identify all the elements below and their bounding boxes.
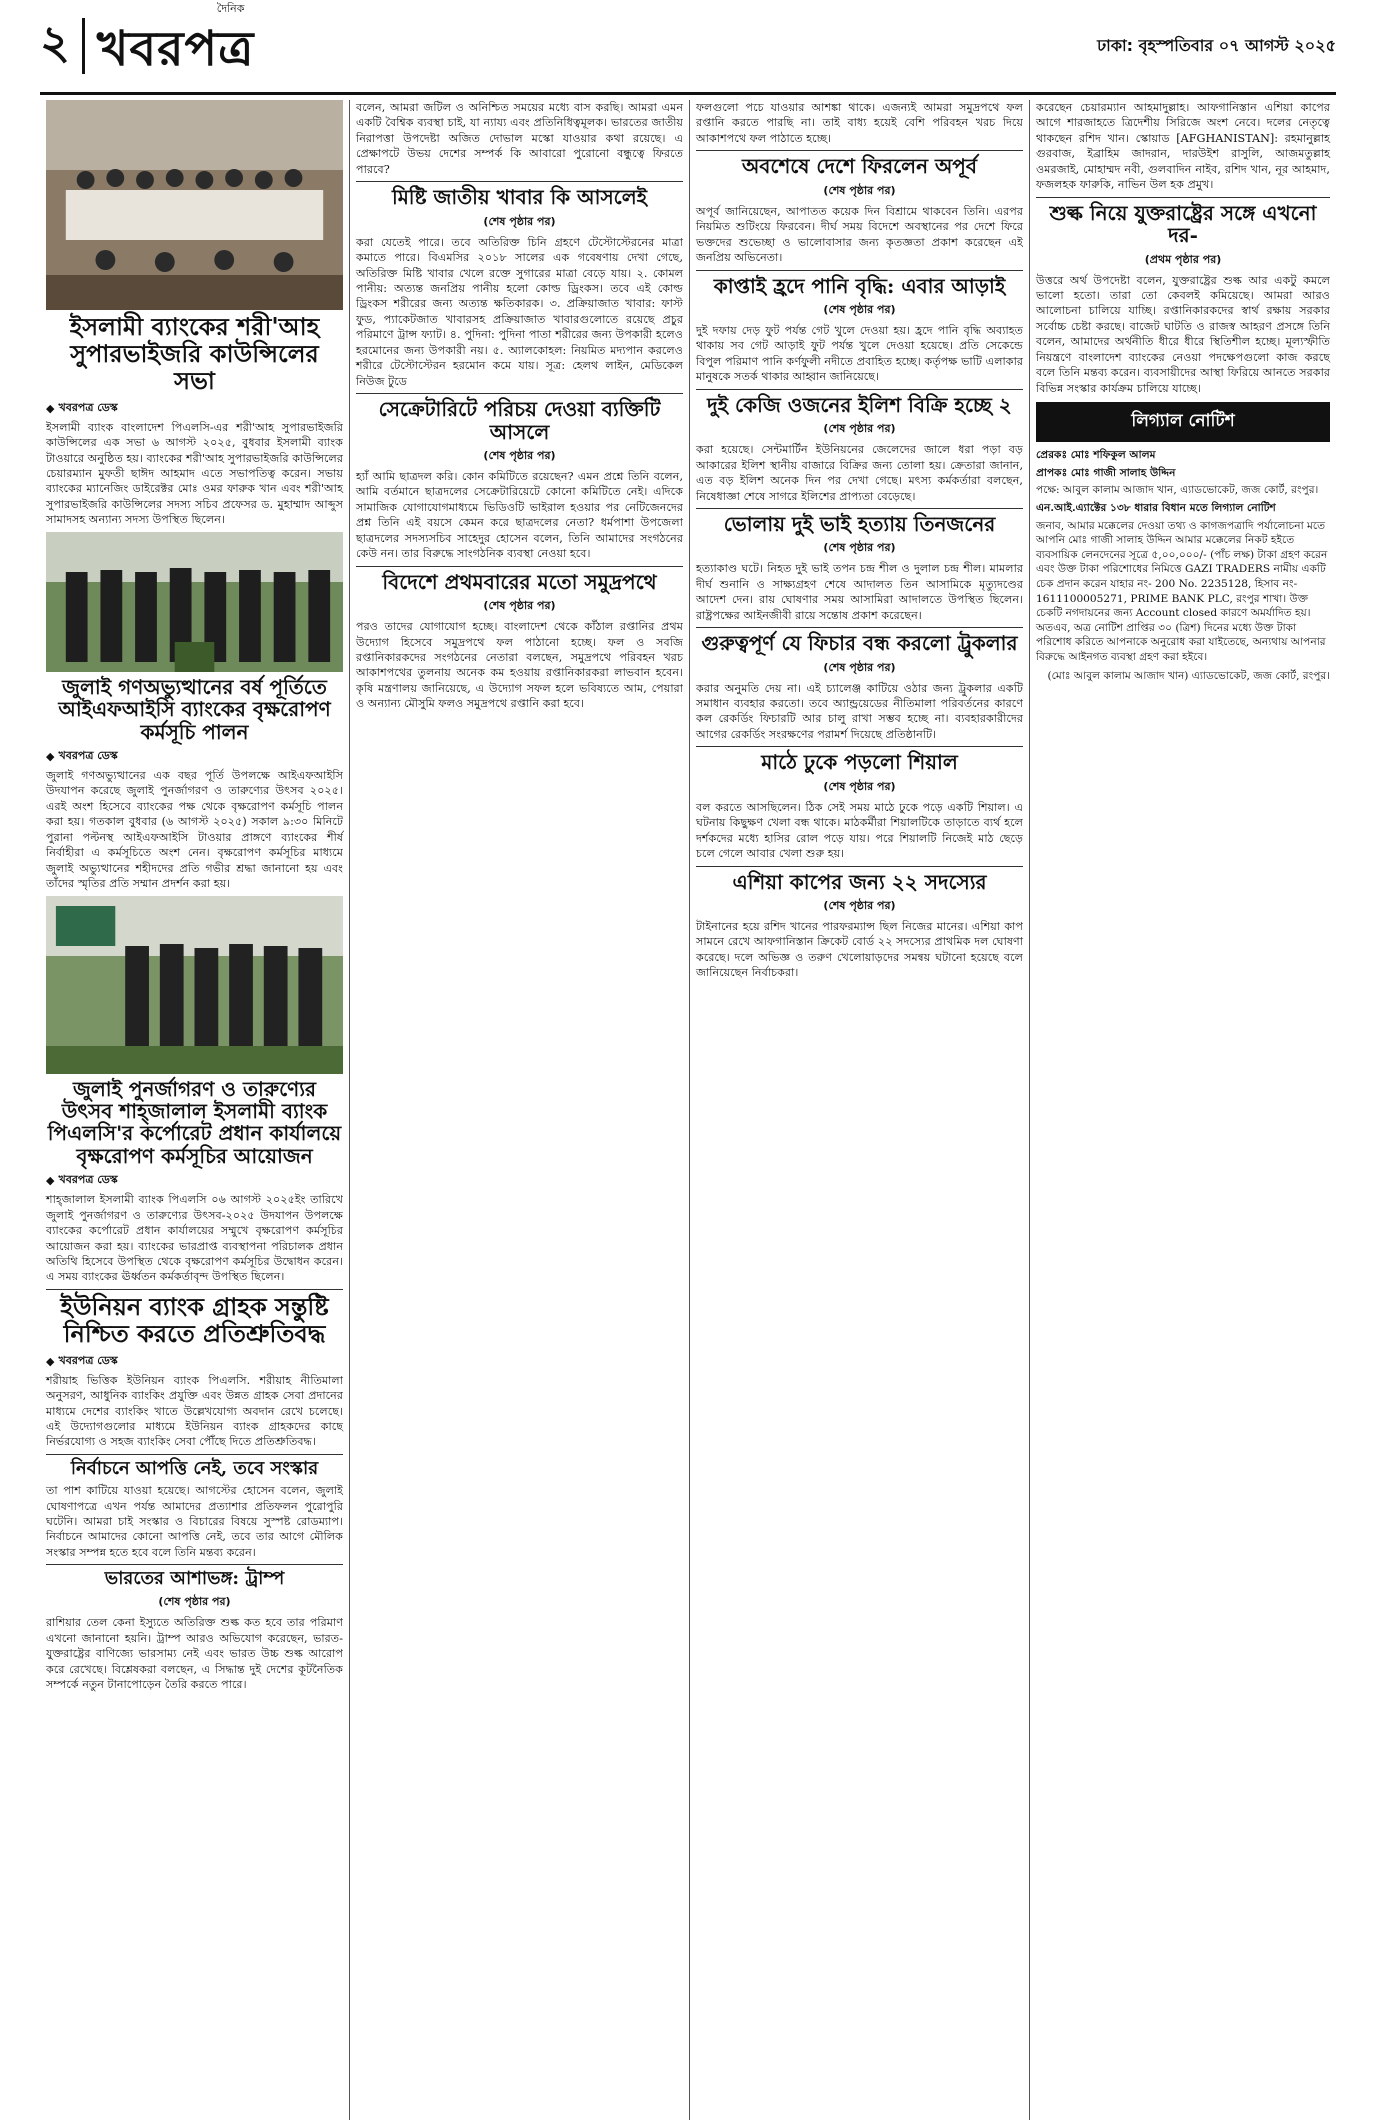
article-body: অপূর্ব জানিয়েছেন, আপাতত কয়েক দিন বিশ্রামে থাকবেন তিনি। এরপর নিয়মিত শুটিংয়ে ফিরবেন। দীর্ঘ সময় বিদেশে অবস্থানের পর দেশে ফিরে ভক্তদের শুভেচ্ছা ও ভালোবাসার জন্য কৃতজ্ঞতা প্রকাশ করেছেন এই জনপ্রিয় অভিনেতা। [696,204,1023,265]
column-2 [350,100,690,2120]
article-body: বলেন, আমরা জটিল ও অনিশ্চিত সময়ের মধ্যে বাস করছি। আমরা এমন একটি বৈশ্বিক ব্যবস্থা চাই, যা ন্যায্য এবং প্রতিনিধিত্বমূলক। ভারতের জাতীয় নিরাপত্তা উপদেষ্টা অজিত দোভাল মস্কো যাওয়ার কথা রয়েছে। এ প্রেক্ষাপটে উভয় দেশের সম্পর্ক কি আবারো পুরোনো বন্ধুত্বে ফিরতে পারবে? [356,101,683,176]
diamond-icon: ◆ [46,1354,55,1368]
legal-on-behalf: পক্ষে: আবুল কালাম আজাদ খান, এ্যাডভোকেট, জজ কোর্ট, রংপুর। [1036,484,1319,497]
headline-asia-cup-squad: এশিয়া কাপের জন্য ২২ সদস্যের [732,869,987,894]
continuation-note: (শেষ পৃষ্ঠার পর) [823,302,896,316]
divider [356,566,683,567]
continuation-note: (শেষ পৃষ্ঠার পর) [823,422,896,436]
article-body: হত্যাকাণ্ড ঘটে। নিহত দুই ভাই তপন চন্দ্র শীল ও দুলাল চন্দ্র শীল। মামলার দীর্ঘ শুনানি ও সাক্ষ্যগ্রহণ শেষে আদালত তিন আসামিকে মৃত্যুদণ্ডের আদেশ দেন। রায় ঘোষণার সময় আসামিরা আদালতে উপস্থিত ছিলেন। রাষ্ট্রপক্ষের আইনজীবী রায়ে সন্তোষ প্রকাশ করেছেন। [696,562,1023,622]
headline-shahjalal-tree-planting: জুলাই পুনর্জাগরণ ও তারুণ্যের উৎসব শাহ্জালাল ইসলামী ব্যাংক পিএলসি'র কর্পোরেট প্রধান কার্যালয়ে বৃক্ষরোপণ কর্মসূচির আয়োজন [47,1076,342,1168]
headline-fox-on-field: মাঠে ঢুকে পড়লো শিয়াল [761,750,958,775]
legal-notice-title: এন.আই.এ্যাক্টের ১৩৮ ধারার বিধান মতে লিগ্যাল নোটিশ [1036,501,1276,514]
headline-bhola-murder: ভোলায় দুই ভাই হত্যায় তিনজনের [723,511,996,536]
brand-prefix: দৈনিক [216,2,245,15]
continuation-note: (প্রথম পৃষ্ঠার পর) [1144,252,1222,266]
headline-sharia-council: ইসলামী ব্যাংকের শরী'আহ সুপারভাইজরি কাউন্সিলের সভা [69,312,320,395]
headline-secretariat-person: সেক্রেটারিটে পরিচয় দেওয়া ব্যক্তিটি আসলে [378,397,661,444]
headline-truecaller: গুরুত্বপূর্ণ যে ফিচার বন্ধ করলো ট্রুকলার [701,631,1018,656]
article-body: করা হয়েছে। সেন্টমার্টিন ইউনিয়নের জেলেদের জালে ধরা পড়া বড় আকারের ইলিশ স্থানীয় বাজারে বিক্রির জন্য তোলা হয়। ক্রেতারা জানান, এত বড় ইলিশ অনেক দিন পর দেখা গেছে। মৎস্য কর্মকর্তারা বলছেন, নিষেধাজ্ঞা শেষে সাগরে ইলিশের প্রাপ্যতা বেড়েছে। [696,443,1023,503]
continuation-note: (শেষ পৃষ্ঠার পর) [823,183,896,197]
divider [46,1289,343,1290]
page-number: ২ [40,15,70,69]
article-body: করা যেতেই পারে। তবে অতিরিক্ত চিনি গ্রহণে টেস্টোস্টেরনের মাত্রা কমাতে পারে। বিএমসির ২০১৮ সালের এক গবেষণায় দেখা গেছে, অতিরিক্ত মিষ্টি খাবার খেলে রক্তে সুগারের মাত্রা বেড়ে যায়। ২. কোমল পানীয়: অত্যন্ত জনপ্রিয় পানীয় হলো কোল্ড ড্রিংকস। তবে এই কোল্ড ড্রিংকস শরীরের জন্য অত্যন্ত ক্ষতিকারক। ৩. প্রক্রিয়াজাত খাবার: ফাস্ট ফুড, প্যাকেটজাত খাবারসহ প্রক্রিয়াজাত খাবারগুলোতে রয়েছে প্রচুর পরিমাণে ট্রান্স ফ্যাট। ৪. পুদিনা: পুদিনা পাতা শরীরের জন্য উপকারী হলেও হরমোনের জন্য উপকারী নয়। ৫. অ্যালকোহল: নিয়মিত মদ্যপান করলেও শরীরে টেস্টোস্টেরন হরমোন কমে যায়। সূত্র: হেলথ লাইন, মেডিকেল নিউজ টুডে [356,235,683,388]
article-body: করার অনুমতি দেয় না। এই চ্যালেঞ্জ কাটিয়ে ওঠার জন্য ট্রুকলার একটি সমাধান ব্যবহার করতো। তবে অ্যান্ড্রয়েডের নীতিমালা পরিবর্তনের কারণে কল রেকর্ডিং ফিচারটি আর চালু রাখা সম্ভব হচ্ছে না। ব্যবহারকারীদের আগের রেকর্ডিং সংরক্ষণের পরামর্শ দিয়েছে প্রতিষ্ঠানটি। [696,681,1023,741]
news-desk: ◆ খবরপত্র ডেস্ক [46,1173,118,1188]
tree-planting-photo-1 [46,532,343,672]
article-body: ফলগুলো পচে যাওয়ার আশঙ্কা থাকে। এজন্যই আমরা সমুদ্রপথে ফল রপ্তানি করতে পারছি না। তাই বাধ্য হয়েই বেশি পরিবহন খরচ দিয়ে আকাশপথে ফল পাঠাতে হচ্ছে। [696,101,1023,145]
continuation-note: (শেষ পৃষ্ঠার পর) [158,1595,231,1609]
newspaper-logo [97,0,255,92]
article-body: শরীয়াহ ভিত্তিক ইউনিয়ন ব্যাংক পিএলসি. শরীয়াহ নীতিমালা অনুসরণ, আধুনিক ব্যাংকিং প্রযুক্তি এবং উন্নত গ্রাহক সেবা প্রদানের মাধ্যমে দেশের ব্যাংকিং খাতে উল্লেখযোগ্য অবদান রেখে চলেছে। এই উদ্যোগগুলোর মাধ্যমে ইউনিয়ন ব্যাংক গ্রাহকদের কাছে নির্ভরযোগ্য ও সহজ ব্যাংকিং সেবা পৌঁছে দিতে প্রতিশ্রুতিবদ্ধ। [46,1373,343,1449]
divider [696,270,1023,271]
headline-election-reform: নির্বাচনে আপত্তি নেই, তবে সংস্কার [70,1457,319,1479]
legal-notice [1036,448,1330,683]
headline-kaptai-lake: কাপ্তাই হ্রদে পানি বৃদ্ধি: এবার আড়াই [713,273,1006,298]
headline-trump-india: ভারতের আশাভঙ্গ: ট্রাম্প [104,1568,285,1590]
divider [356,181,683,182]
divider [696,389,1023,390]
legal-signature: (মোঃ আবুল কালাম আজাদ খান) এ্যাডভোকেট, জজ কোর্ট, রংপুর। [1047,669,1330,682]
headline-sea-export: বিদেশে প্রথমবারের মতো সমুদ্রপথে [382,569,657,594]
continuation-note: (শেষ পৃষ্ঠার পর) [823,898,896,912]
divider [356,393,683,394]
article-body: হ্যাঁ আমি ছাত্রদল করি। কোন কমিটিতে রয়েছেন? এমন প্রশ্নে তিনি বলেন, আমি বর্তমানে ছাত্রদলের সেক্রেটারিয়েটে কোনো কমিটিতে নেই। এদিকে সামাজিক যোগাযোগমাধ্যমে ভিডিওটি ভাইরাল হওয়ার পর নেটিজেনদের প্রশ্ন তিনি এই বয়সে কেমন করে ছাত্রদলের নেতা? ধর্মপাশা উপজেলা ছাত্রদলের সদস্যসচিব সাহেদুর হোসেন বলেন, তিনি আমাদের সংগঠনের কেউ নন। তার বিরুদ্ধে সাংগঠনিক ব্যবস্থা নেওয়া হবে। [356,469,683,561]
meeting-photo [46,100,343,310]
masthead [40,0,1336,95]
divider [696,150,1023,151]
diamond-icon: ◆ [46,749,55,763]
continuation-note: (শেষ পৃষ্ঠার পর) [823,779,896,793]
continuation-note: (শেষ পৃষ্ঠার পর) [483,599,556,613]
continuation-note: (শেষ পৃষ্ঠার পর) [483,214,556,228]
headline-hilsa: দুই কেজি ওজনের ইলিশ বিক্রি হচ্ছে ২ [707,392,1012,417]
article-body: টাইনানের হয়ে রশিদ খানের পারফরম্যান্স ছিল নিজের মানের। এশিয়া কাপ সামনে রেখে আফগানিস্তান ক্রিকেট বোর্ড ২২ সদস্যের প্রাথমিক দল ঘোষণা করেছে। দলে অভিজ্ঞ ও তরুণ খেলোয়াড়দের সমন্বয় ঘটানো হয়েছে বলে জানিয়েছেন নির্বাচকরা। [696,919,1023,980]
legal-notice-body: জনাব, আমার মক্কেলের দেওয়া তথ্য ও কাগজপত্রাদি পর্যালোচনা মতে আপনি মোঃ গাজী সালাহ উদ্দিন আমার মক্কেলের নিকট হইতে ব্যবসায়িক লেনদেনের সূত্রে ৫,০০,০০০/- (পাঁচ লক্ষ) টাকা গ্রহণ করেন এবং উক্ত টাকা পরিশোধের নিমিত্তে GAZI TRADERS নামীয় একটি চেক প্রদান করেন যাহার নং- 200 No. 2235128, হিসাব নং- 1611100005271, PRIME BANK PLC, রংপুর শাখা। উক্ত চেকটি নগদায়নের জন্য Account closed কারণে অমর্যাদিত হয়। অতএব, অত্র নোটিশ প্রাপ্তির ৩০ (ত্রিশ) দিনের মধ্যে উক্ত টাকা পরিশোধ করিতে আপনাকে অনুরোধ করা যাইতেছে, অন্যথায় আপনার বিরুদ্ধে আইনগত ব্যবস্থা গ্রহণ করা হইবে। [1036,519,1328,664]
headline-apurba-returns: অবশেষে দেশে ফিরলেন অপূর্ব [741,154,977,179]
tree-planting-photo-2 [46,896,343,1074]
news-desk: ◆ খবরপত্র ডেস্ক [46,400,118,415]
article-body: পরও তাদের যোগাযোগ হচ্ছে। বাংলাদেশ থেকে কাঁঠাল রপ্তানির প্রথম উদ্যোগ হিসেবে সমুদ্রপথে ফল পাঠানো হচ্ছে। ফল ও সবজি রপ্তানিকারকদের সংগঠনের নেতারা বলছেন, সমুদ্রপথে পরিবহন খরচ আকাশপথের তুলনায় অনেক কম হওয়ায় রপ্তানিকারকরা লাভবান হবেন। কৃষি মন্ত্রণালয় জানিয়েছে, এ উদ্যোগ সফল হলে ভবিষ্যতে আম, পেয়ারা ও অন্যান্য মৌসুমি ফলও সমুদ্রপথে রপ্তানি করা হবে। [356,620,683,711]
headline-ific-tree-planting: জুলাই গণঅভ্যুত্থানের বর্ষ পূর্তিতে আইএফআইসি ব্যাংকের বৃক্ষরোপণ কর্মসূচি পালন [58,674,331,744]
continuation-note: (শেষ পৃষ্ঠার পর) [823,541,896,555]
article-body: করেছেন চেয়ারম্যান আহমাদুল্লাহ। আফগানিস্তান এশিয়া কাপের আগে শারজাহতে ত্রিদেশীয় সিরিজে অংশ নেবে। দলের নেতৃত্বে থাকছেন রশিদ খান। স্কোয়াড [AFGHANISTAN]: রহমানুল্লাহ গুরবাজ, ইব্রাহিম জাদরান, দারউইশ রাসুলি, আজমতুল্লাহ ওমরজাই, মোহাম্মদ নবী, গুলবাদিন নাইব, রশিদ খান, নূর আহমাদ, ফজলহক ফারুকি, নাভিন উল হক প্রমুখ। [1036,101,1330,192]
diamond-icon: ◆ [46,401,55,415]
continuation-note: (শেষ পৃষ্ঠার পর) [823,660,896,674]
headline-union-bank: ইউনিয়ন ব্যাংক গ্রাহক সন্তুষ্টি নিশ্চিত করতে প্রতিশ্রুতিবদ্ধ [60,1291,329,1348]
column-1 [40,100,350,2120]
diamond-icon: ◆ [46,1174,55,1188]
article-body: দুই দফায় দেড় ফুট পর্যন্ত গেট খুলে দেওয়া হয়। হ্রদে পানি বৃদ্ধি অব্যাহত থাকায় সব গেট আড়াই ফুট পর্যন্ত খুলে দেওয়া হয়েছে। প্রতি সেকেন্ডে বিপুল পরিমাণ পানি কর্ণফুলী নদীতে প্রবাহিত হচ্ছে। কর্তৃপক্ষ ভাটি এলাকার মানুষকে সতর্ক থাকার আহ্বান জানিয়েছে। [696,323,1023,384]
article-body: জুলাই গণঅভ্যুত্থানের এক বছর পূর্তি উপলক্ষে আইএফআইসি উদযাপন করেছে জুলাই পুনর্জাগরণ ও তারুণ্যের উৎসব ২০২৫। এরই অংশ হিসেবে ব্যাংকের পক্ষ থেকে বৃক্ষরোপণ কর্মসূচি পালন করা হয়। গতকাল বুধবার (৬ আগস্ট ২০২৫) সকাল ৯:৩০ মিনিটে পুরানা পল্টনস্থ আইএফআইসি টাওয়ার প্রাঙ্গণে ব্যাংকের শীর্ষ নির্বাহীরা এ কর্মসূচিতে অংশ নেন। বৃক্ষরোপণ কর্মসূচির মাধ্যমে জুলাই অভ্যুত্থানের শহীদদের প্রতি গভীর শ্রদ্ধা জানানো হয় এবং তাঁদের স্মৃতির প্রতি সম্মান প্রদর্শন করা হয়। [46,768,343,891]
brand-name: খবরপত্র [96,21,255,77]
columns [40,100,1336,2120]
headline-us-tariff: শুল্ক নিয়ে যুক্তরাষ্ট্রের সঙ্গে এখনো দর- [1049,200,1317,248]
article-body: তা পাশ কাটিয়ে যাওয়া হয়েছে। আগস্টের হোসেন বলেন, জুলাই ঘোষণাপত্রে এখন পর্যন্ত আমাদের প্রত্যাশার প্রতিফলন পুরোপুরি ঘটেনি। আমরা চাই সংস্কার ও বিচারের বিষয়ে সুস্পষ্ট রোডম্যাপ। নির্বাচনে আমাদের কোনো আপত্তি নেই, তবে তার আগে মৌলিক সংস্কার সম্পন্ন হতে হবে বলে তিনি মন্তব্য করেন। [46,1484,343,1559]
divider [696,508,1023,509]
column-4 [1030,100,1336,2120]
article-body: ইসলামী ব্যাংক বাংলাদেশ পিএলসি-এর শরী'আহ সুপারভাইজরি কাউন্সিলের এক সভা ৬ আগস্ট ২০২৫, বুধবার ইসলামী ব্যাংক টাওয়ারে অনুষ্ঠিত হয়। ব্যাংকের শরী'আহ সুপারভাইজরি কাউন্সিলের চেয়ারম্যান মুফতী ছাঈদ আহমাদ এতে সভাপতিত্ব করেন। সভায় ব্যাংকের ম্যানেজিং ডাইরেক্টর মোঃ ওমর ফারুক খান এবং শরী'আহ সুপারভাইজরি কাউন্সিলের সদস্য সচিব প্রফেসর ড. মুহাম্মাদ আব্দুস সামাদসহ অন্যান্য সদস্য উপস্থিত ছিলেন। [46,420,344,527]
masthead-left [40,0,254,92]
divider [696,746,1023,747]
column-3 [690,100,1030,2120]
legal-recipient: প্রাপকঃ মোঃ গাজী সালাহ উদ্দিন [1036,466,1176,479]
dateline: ঢাকা: বৃহস্পতিবার ০৭ আগস্ট ২০২৫ [1097,35,1336,55]
article-body: শাহ্জালাল ইসলামী ব্যাংক পিএলসি ০৬ আগস্ট ২০২৫ইং তারিখে জুলাই পুনর্জাগরণ ও তারুণ্যের উৎসব-২০২৫ উদযাপন উপলক্ষে ব্যাংকের কর্পোরেট প্রধান কার্যালয়ের সম্মুখে বৃক্ষরোপণ কর্মসূচির আয়োজন করা হয়। ব্যাংকের ভারপ্রাপ্ত ব্যবস্থাপনা পরিচালক প্রধান অতিথি হিসেবে উপস্থিত থেকে বৃক্ষরোপণ কর্মসূচির উদ্বোধন করেন। এ সময় ব্যাংকের ঊর্ধ্বতন কর্মকর্তাবৃন্দ উপস্থিত ছিলেন। [46,1193,343,1284]
masthead-divider [82,18,85,74]
article-body: বল করতে আসছিলেন। ঠিক সেই সময় মাঠে ঢুকে পড়ে একটি শিয়াল। এ ঘটনায় কিছুক্ষণ খেলা বন্ধ থাকে। মাঠকর্মীরা শিয়ালটিকে তাড়াতে ব্যর্থ হলে দর্শকদের মধ্যে হাসির রোল পড়ে যায়। পরে শিয়ালটি নিজেই মাঠ ছেড়ে চলে গেলে আবার খেলা শুরু হয়। [696,800,1023,861]
divider [46,1454,343,1455]
news-desk: ◆ খবরপত্র ডেস্ক [46,1353,118,1368]
legal-sender: প্রেরকঃ মোঃ শফিকুল আলম [1036,449,1156,462]
continuation-note: (শেষ পৃষ্ঠার পর) [483,448,556,462]
article-body: রাশিয়ার তেল কেনা ইস্যুতে অতিরিক্ত শুল্ক কত হবে তার পরিমাণ এখনো জানানো হয়নি। ট্রাম্প আরও অভিযোগ করেছেন, ভারত-যুক্তরাষ্ট্রের বাণিজ্যে ভারসাম্য নেই এবং ভারত উচ্চ শুল্ক আরোপ করে রেখেছে। বিশ্লেষকরা বলছেন, এ সিদ্ধান্ত দুই দেশের কূটনৈতিক সম্পর্কে নতুন টানাপোড়েন তৈরি করতে পারে। [46,1616,343,1692]
news-desk: ◆ খবরপত্র ডেস্ক [46,748,118,763]
divider [696,627,1023,628]
divider [1036,197,1330,198]
divider [696,866,1023,867]
legal-notice-heading: লিগ্যাল নোটিশ [1036,402,1330,442]
headline-sweet-food: মিষ্টি জাতীয় খাবার কি আসলেই [391,185,648,210]
article-body: উত্তরে অর্থ উপদেষ্টা বলেন, যুক্তরাষ্ট্রের শুল্ক আর একটু কমলে ভালো হতো। তারা তো কেবলই কমিয়েছে। আমরা আরও আলোচনা চালিয়ে যাচ্ছি। রপ্তানিকারকদের স্বার্থ রক্ষায় সরকার সর্বোচ্চ চেষ্টা করছে। বাজেট ঘাটতি ও রাজস্ব আহরণ প্রসঙ্গে তিনি বলেন, আমাদের অর্থনীতি ধীরে ধীরে স্থিতিশীল হচ্ছে। মূল্যস্ফীতি নিয়ন্ত্রণে বাংলাদেশ ব্যাংকের নেওয়া পদক্ষেপগুলো কাজ করছে বলে তিনি মন্তব্য করেন। ব্যবসায়ীদের আস্থা ফিরিয়ে আনতে সরকার বিভিন্ন সংস্কার কার্যক্রম চালিয়ে যাচ্ছে। [1036,273,1330,395]
divider [46,1564,343,1565]
